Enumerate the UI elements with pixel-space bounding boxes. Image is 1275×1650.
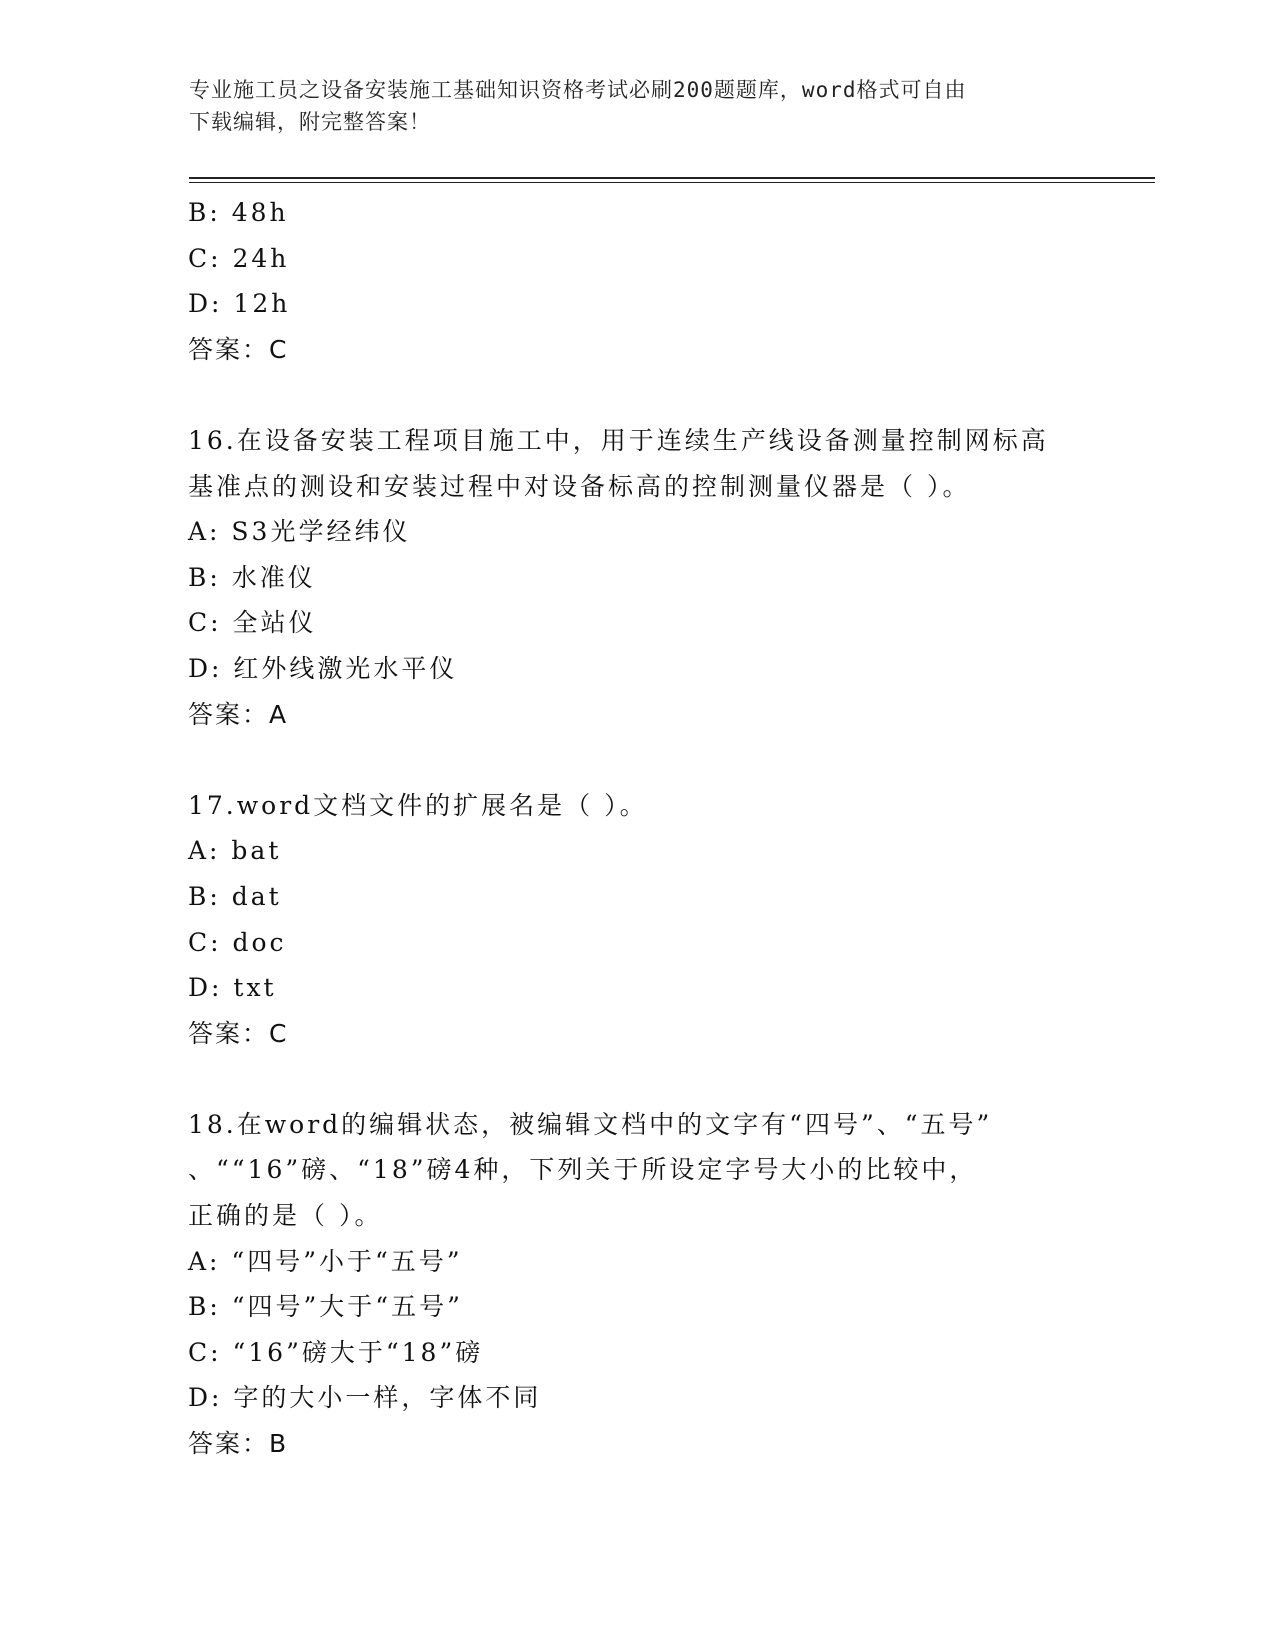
blank-line [188,737,1088,783]
document-body [188,190,1088,1467]
header-divider-thick [189,177,1155,179]
option-b: B: 水准仪 [188,562,316,592]
option-a: A: bat [188,836,282,866]
question-stem-line: 18.在word的编辑状态，被编辑文档中的文字有“四号”、“五号” [188,1109,993,1139]
header-divider-thin [189,182,1155,183]
answer-line: 答案：A [188,699,289,729]
option-b: B: 48h [188,198,289,227]
question-stem-line: 正确的是（ ）。 [188,1201,383,1231]
question-stem-line: 17.word文档文件的扩展名是（ ）。 [188,790,648,820]
question-18 [188,1102,1088,1467]
option-c: C: “16”磅大于“18”磅 [188,1337,484,1367]
option-b: B: dat [188,881,282,911]
answer-line: 答案：C [188,334,289,364]
option-d: D: txt [188,973,277,1003]
blank-line [188,372,1088,418]
option-c: C: doc [188,927,287,957]
answer-line: 答案：B [188,1429,289,1459]
option-c: C: 24h [188,243,290,273]
question-stem-line: 基准点的测设和安装过程中对设备标高的控制测量仪器是（ ）。 [188,471,971,501]
blank-line [188,1056,1088,1102]
option-b: B: “四号”大于“五号” [188,1292,463,1322]
option-d: D: 红外线激光水平仪 [188,653,458,683]
option-d: D: 12h [188,289,291,319]
question-17 [188,783,1088,1057]
header-line-1: 专业施工员之设备安装施工基础知识资格考试必刷200题题库，word格式可自由 [189,78,967,102]
question-stem-line: 16.在设备安装工程项目施工中，用于连续生产线设备测量控制网标高 [188,425,1049,455]
question-16 [188,418,1088,737]
option-d: D: 字的大小一样，字体不同 [188,1383,542,1413]
question-15-continued [188,190,1088,372]
option-a: A: S3光学经纬仪 [188,517,411,547]
answer-line: 答案：C [188,1018,289,1048]
question-stem-line: 、““16”磅、“18”磅4种，下列关于所设定字号大小的比较中， [188,1155,978,1185]
header-line-2: 下载编辑，附完整答案！ [189,110,431,134]
option-a: A: “四号”小于“五号” [188,1246,463,1276]
option-c: C: 全站仪 [188,608,317,638]
document-header [189,74,1069,138]
